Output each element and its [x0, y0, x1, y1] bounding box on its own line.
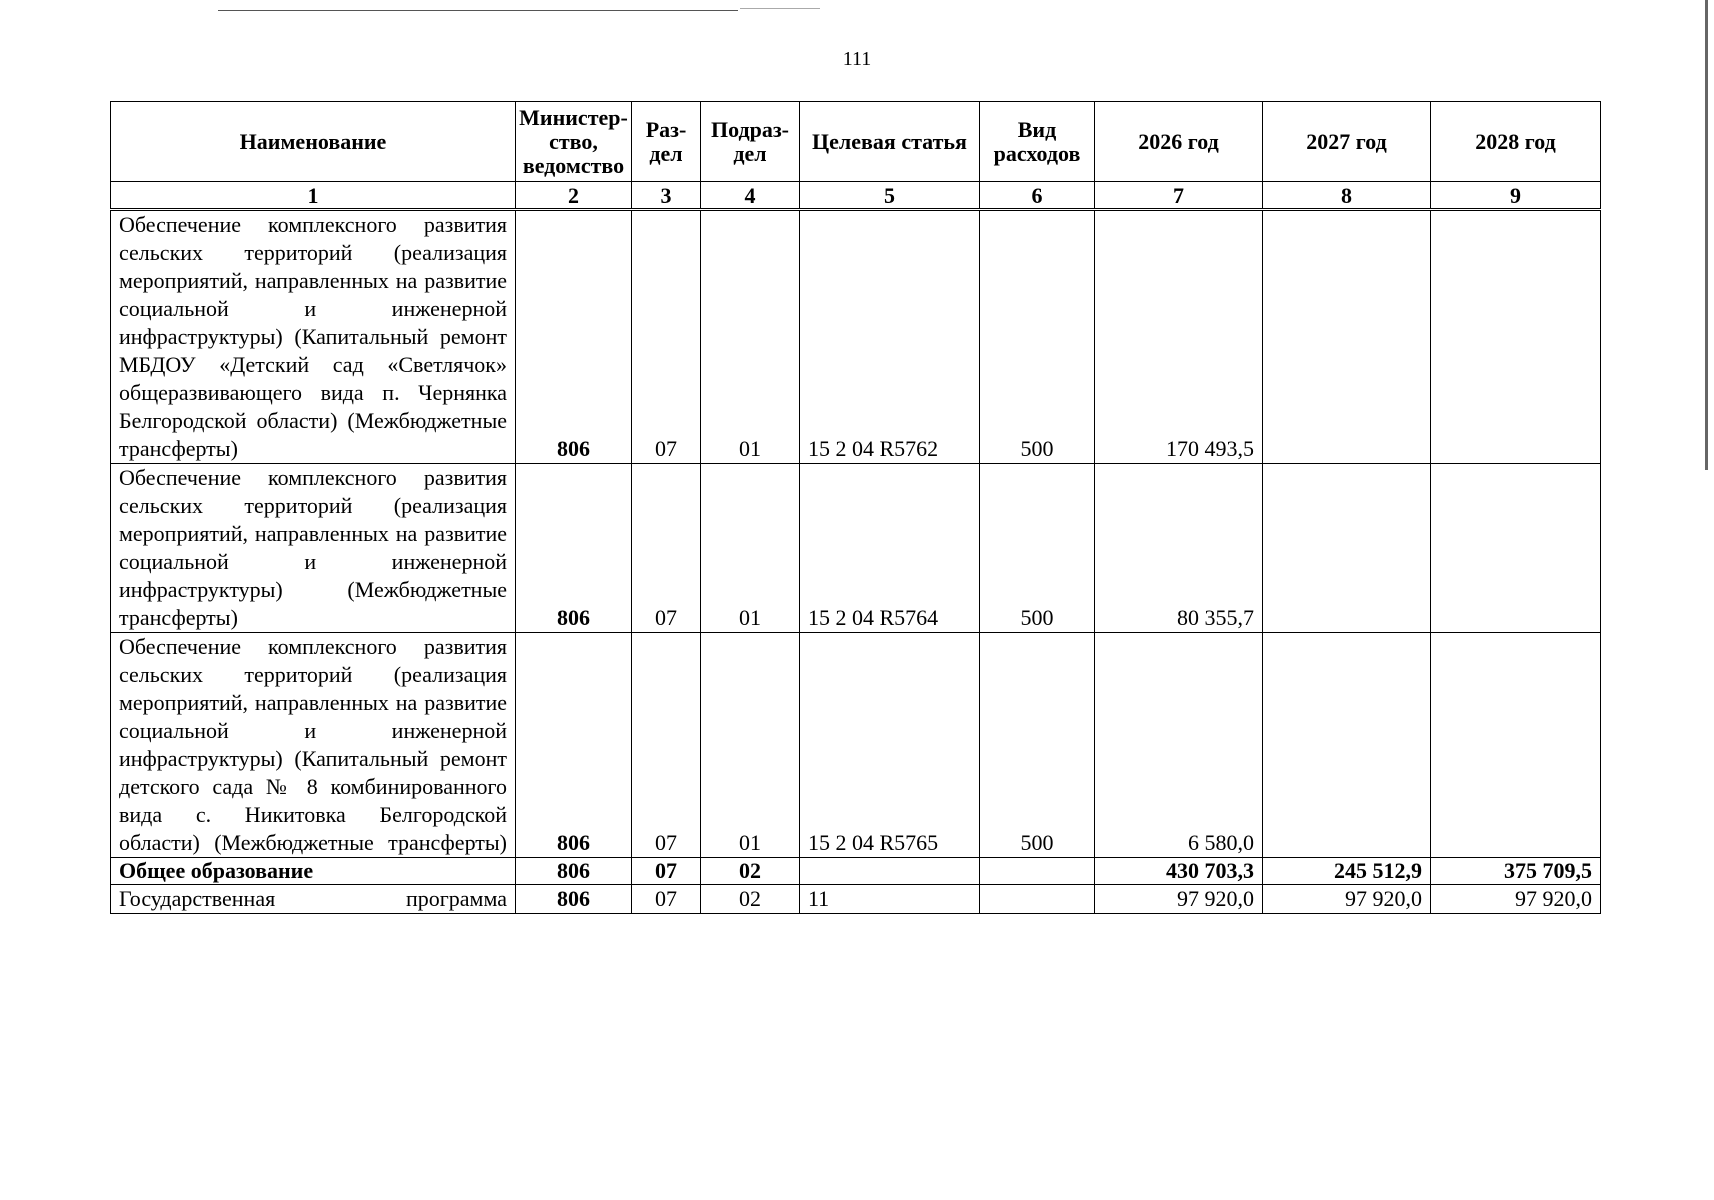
budget-table [110, 101, 1601, 914]
scan-artifact-line [740, 8, 820, 9]
row-ministry: 806 [516, 464, 632, 633]
row-2028 [1431, 464, 1601, 633]
row-subsection: 01 [701, 633, 800, 858]
col-header-subsection: Подраз-дел [701, 102, 800, 182]
row-expense-type [980, 885, 1095, 914]
row-expense-type: 500 [980, 633, 1095, 858]
row-2028: 375 709,5 [1431, 858, 1601, 885]
column-number-row [111, 182, 1601, 210]
row-2027: 245 512,9 [1263, 858, 1431, 885]
col-number: 1 [111, 182, 516, 210]
col-header-expense-type: Вид расходов [980, 102, 1095, 182]
col-number: 6 [980, 182, 1095, 210]
row-target [800, 858, 980, 885]
row-subsection: 01 [701, 464, 800, 633]
row-2028 [1431, 633, 1601, 858]
col-header-2027: 2027 год [1263, 102, 1431, 182]
row-target: 15 2 04 R5762 [800, 210, 980, 464]
row-2026: 170 493,5 [1095, 210, 1263, 464]
col-number: 4 [701, 182, 800, 210]
col-number: 9 [1431, 182, 1601, 210]
scan-artifact-line [218, 10, 738, 11]
row-2027 [1263, 210, 1431, 464]
row-2026: 6 580,0 [1095, 633, 1263, 858]
table-header-row [111, 102, 1601, 182]
row-section: 07 [632, 633, 701, 858]
table-row-subtotal [111, 858, 1601, 885]
col-number: 5 [800, 182, 980, 210]
row-2026: 80 355,7 [1095, 464, 1263, 633]
row-section: 07 [632, 464, 701, 633]
row-target: 15 2 04 R5764 [800, 464, 980, 633]
row-section: 07 [632, 210, 701, 464]
row-name: Обеспечение комплексного развития сельских территорий (реализация мероприятий, направленных на развитие социальной и инженерной инфраструктуры) (Капитальный ремонт МБДОУ «Детский сад «Светлячок» общеразвивающего вида п. Чернянка Белгородской области) (Межбюджетные трансферты) [111, 210, 516, 464]
table-row [111, 885, 1601, 914]
row-2027 [1263, 633, 1431, 858]
table-row [111, 633, 1601, 858]
row-ministry: 806 [516, 885, 632, 914]
row-section: 07 [632, 858, 701, 885]
page-number: 111 [842, 48, 872, 70]
col-number: 7 [1095, 182, 1263, 210]
row-2027: 97 920,0 [1263, 885, 1431, 914]
col-header-2026: 2026 год [1095, 102, 1263, 182]
row-target: 15 2 04 R5765 [800, 633, 980, 858]
row-subsection: 02 [701, 885, 800, 914]
col-header-ministry: Министер-ство, ведомство [516, 102, 632, 182]
row-2026: 430 703,3 [1095, 858, 1263, 885]
row-name: Государственная программа [111, 885, 516, 914]
col-number: 3 [632, 182, 701, 210]
col-header-name: Наименование [111, 102, 516, 182]
row-expense-type: 500 [980, 464, 1095, 633]
row-2028: 97 920,0 [1431, 885, 1601, 914]
row-expense-type [980, 858, 1095, 885]
row-ministry: 806 [516, 210, 632, 464]
row-name: Общее образование [111, 858, 516, 885]
col-header-target: Целевая статья [800, 102, 980, 182]
row-subsection: 02 [701, 858, 800, 885]
row-name: Обеспечение комплексного развития сельских территорий (реализация мероприятий, направленных на развитие социальной и инженерной инфраструктуры) (Капитальный ремонт детского сада № 8 комбинированного вида с. Никитовка Белгородской области) (Межбюджетные трансферты) [111, 633, 516, 858]
row-2027 [1263, 464, 1431, 633]
table-row [111, 464, 1601, 633]
row-2026: 97 920,0 [1095, 885, 1263, 914]
col-number: 8 [1263, 182, 1431, 210]
row-expense-type: 500 [980, 210, 1095, 464]
table-row [111, 210, 1601, 464]
col-header-section: Раз-дел [632, 102, 701, 182]
row-subsection: 01 [701, 210, 800, 464]
row-section: 07 [632, 885, 701, 914]
row-target: 11 [800, 885, 980, 914]
row-name: Обеспечение комплексного развития сельских территорий (реализация мероприятий, направленных на развитие социальной и инженерной инфраструктуры) (Межбюджетные трансферты) [111, 464, 516, 633]
row-ministry: 806 [516, 858, 632, 885]
col-number: 2 [516, 182, 632, 210]
col-header-2028: 2028 год [1431, 102, 1601, 182]
row-ministry: 806 [516, 633, 632, 858]
row-2028 [1431, 210, 1601, 464]
